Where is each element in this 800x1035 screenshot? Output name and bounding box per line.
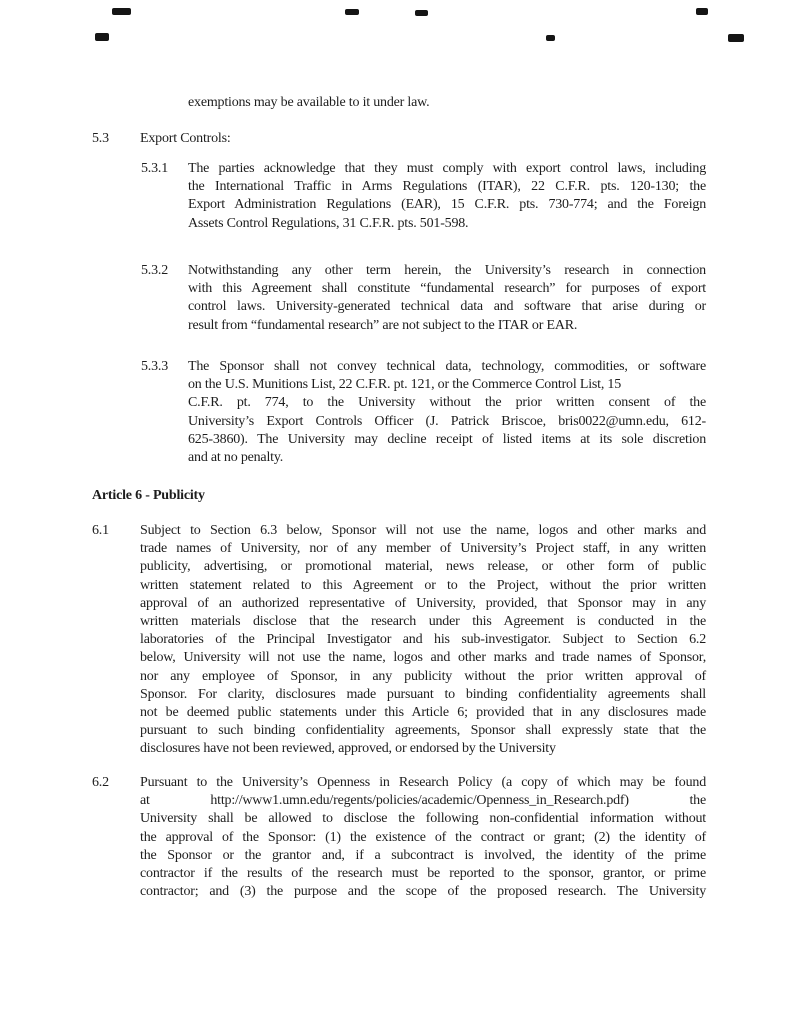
clause-6-1-line: written materials disclose that the research under this Agreement is conducted in the — [140, 614, 706, 630]
clause-6-1-line: trade names of University, nor of any member of University’s Project staff, in any written — [140, 541, 706, 557]
clause-5-3-3-line: University’s Export Controls Officer (J. Patrick Briscoe, bris0022@umn.edu, 612- — [188, 413, 706, 429]
clause-number: 5.3.2 — [141, 263, 169, 278]
clause-number: 5.3.3 — [141, 359, 169, 374]
clause-5-2-continuation — [188, 94, 706, 112]
clause-5-3-1 — [141, 160, 706, 233]
clause-6-1-line: below, University will not use the name, logos and other marks and trade names of Sponsor, — [140, 650, 706, 666]
clause-6-1-line: Subject to Section 6.3 below, Sponsor will not use the name, logos and other marks and — [140, 523, 706, 539]
clause-5-3-line: Export Controls: — [140, 131, 231, 146]
clause-5-3-2-line: result from “fundamental research” are not subject to the ITAR or EAR. — [188, 317, 578, 333]
clause-5-2-continuation-line: exemptions may be available to it under law. — [188, 95, 430, 110]
scan-artifact-mark — [728, 34, 744, 42]
clause-number: 6.1 — [92, 523, 109, 539]
clause-5-3-1-line: the International Traffic in Arms Regulations (ITAR), 22 C.F.R. pts. 120-130; the — [188, 179, 706, 195]
clause-6-1-line: not be deemed public statements under this Article 6; provided that in any disclosures made — [140, 705, 706, 721]
scan-artifact-mark — [112, 8, 131, 15]
clause-5-3-3-line: on the U.S. Munitions List, 22 C.F.R. pt. 121, or the Commerce Control List, 15 — [188, 377, 622, 393]
clause-number: 5.3.1 — [141, 161, 169, 176]
clause-number: 5.3 — [92, 131, 109, 146]
scan-artifact-mark — [696, 8, 708, 15]
clause-6-1-line: nor any employee of Sponsor, in any publicity without the prior written approval of — [140, 668, 706, 684]
article-6-heading-line: Article 6 - Publicity — [92, 488, 205, 504]
clause-6-2-line: at http://www1.umn.edu/regents/policies/academic/Openness_in_Research.pdf) the — [140, 793, 706, 809]
clause-6-1-line: disclosures have not been reviewed, approved, or endorsed by the University — [140, 741, 556, 757]
clause-6-1-line: pursuant to such binding confidentiality agreements, Sponsor shall expressly state that the — [140, 723, 706, 739]
clause-6-1-line: publicity, advertising, or promotional material, news release, or other form of public — [140, 559, 706, 575]
scan-artifact-mark — [95, 33, 109, 41]
clause-6-1-line: Sponsor. For clarity, disclosures made pursuant to binding confidentiality agreements shall — [140, 686, 706, 702]
clause-5-3-3-line: The Sponsor shall not convey technical data, technology, commodities, or software — [188, 359, 706, 374]
clause-5-3 — [92, 130, 706, 148]
clause-6-2-line: University shall be allowed to disclose the following non-confidential information without — [140, 811, 706, 827]
clause-6-2-line: contractor if the results of the research must be reported to the sponsor, grantor, or prime — [140, 866, 706, 882]
clause-6-1-line: laboratories of the Principal Investigator and his sub-investigator. Subject to Section 6.2 — [140, 632, 706, 648]
clause-5-3-2-line: Notwithstanding any other term herein, the University’s research in connection — [188, 263, 706, 278]
scan-artifact-mark — [546, 35, 555, 41]
clause-5-3-1-line: Assets Control Regulations, 31 C.F.R. pts. 501-598. — [188, 215, 469, 231]
clause-6-1-line: approval of an authorized representative of University, provided, that Sponsor may in any — [140, 595, 706, 611]
clause-6-1-line: written statement related to this Agreement or to the Project, without the prior written — [140, 577, 706, 593]
clause-5-3-2 — [141, 262, 706, 335]
clause-5-3-1-line: The parties acknowledge that they must comply with export control laws, including — [188, 161, 706, 176]
clause-6-2 — [92, 774, 706, 901]
clause-5-3-2-line: control laws. University-generated technical data and software that arise during or — [188, 299, 706, 315]
clause-5-3-3-line: 625-3860). The University may decline receipt of listed items at its sole discretion — [188, 431, 706, 447]
clause-5-3-3 — [141, 358, 706, 467]
article-6-heading — [92, 487, 706, 505]
clause-5-3-3-line: and at no penalty. — [188, 450, 284, 466]
clause-6-2-line: Pursuant to the University’s Openness in Research Policy (a copy of which may be found — [140, 775, 706, 791]
scan-artifact-mark — [345, 9, 359, 15]
clause-6-1 — [92, 522, 706, 759]
clause-number: 6.2 — [92, 775, 109, 791]
scan-artifact-mark — [415, 10, 428, 16]
clause-5-3-3-line: C.F.R. pt. 774, to the University without the prior written consent of the — [188, 395, 706, 411]
clause-5-3-2-line: with this Agreement shall constitute “fundamental research” for purposes of export — [188, 281, 706, 297]
clause-6-2-line: the Sponsor or the grantor and, if a subcontract is involved, the identity of the prime — [140, 847, 706, 863]
clause-5-3-1-line: Export Administration Regulations (EAR), 15 C.F.R. pts. 730-774; and the Foreign — [188, 197, 706, 213]
clause-6-2-line: the approval of the Sponsor: (1) the existence of the contract or grant; (2) the identity of — [140, 829, 706, 845]
clause-6-2-line: contractor; and (3) the purpose and the scope of the proposed research. The University — [140, 884, 706, 900]
